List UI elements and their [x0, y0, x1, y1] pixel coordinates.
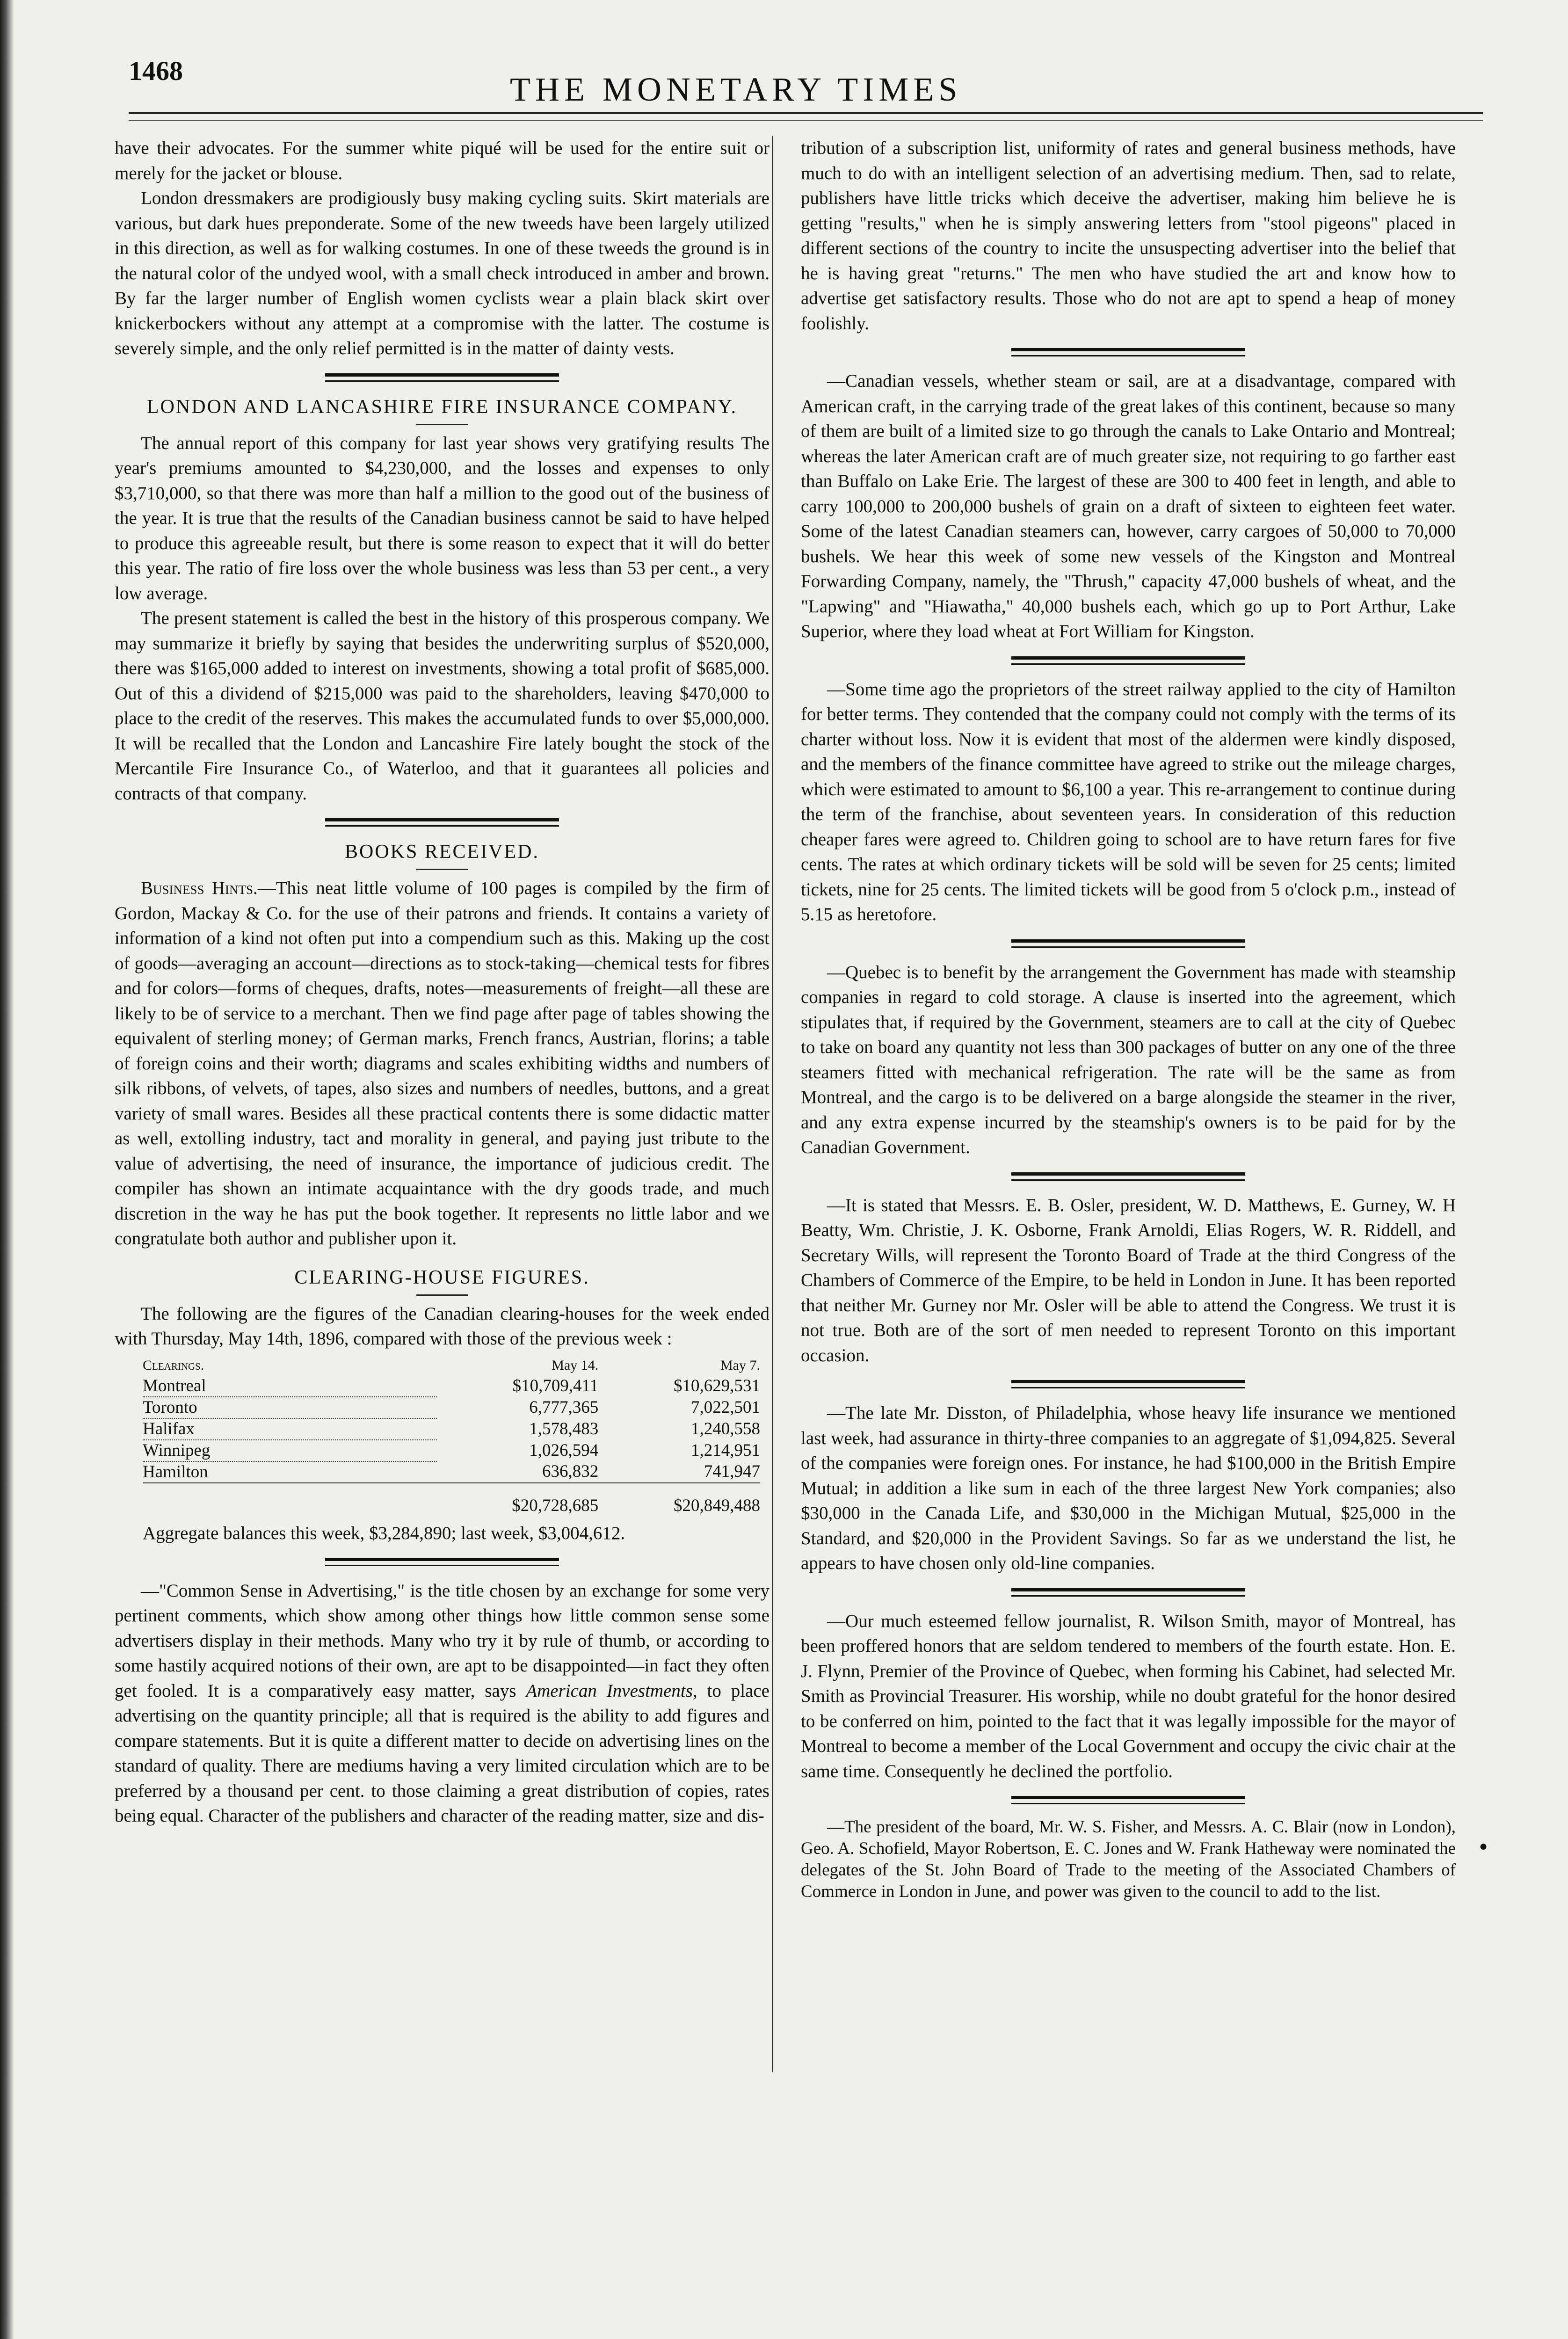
may14-value: 1,578,483: [529, 1419, 599, 1438]
may14-value: 636,832: [542, 1462, 599, 1481]
book-title: Business Hints.: [141, 878, 258, 898]
clearing-house-heading: CLEARING-HOUSE FIGURES.: [294, 1266, 590, 1288]
section-separator: [1011, 1796, 1245, 1804]
may7-value: 1,214,951: [691, 1440, 760, 1460]
may7-value: 7,022,501: [691, 1397, 760, 1417]
ink-dot-mark: ●: [1479, 1838, 1488, 1854]
common-sense-text-2: to place advertising on the quantity principle; all that is required is the ability to add figures and compare statements. But it is quite a different matter to decide on advertising lines on the standard of quality. There are mediums having a very limited circulation which are to be preferred by a thousand per cent. to those claiming a great distribution of copies, rates being equal. Character of the publishers and character of the reading matter, size and dis-: [115, 1680, 769, 1826]
table-header-row: [143, 1355, 760, 1376]
common-sense-advertising-para: [115, 1578, 769, 1829]
canadian-vessels-para: —Canadian vessels, whether steam or sail, are at a disadvantage, compared with American craft, in the carrying trade of the great lakes of this continent, because so many of them are built of a limited size to go through the canals to Lake Ontario and Montreal; whereas the later American craft are of much greater size, not requiring to go farther east than Buffalo on Lake Erie. The largest of these are 300 to 400 feet in length, and able to carry 100,000 to 200,000 bushels of grain on a draft of sixteen to eighteen feet water. Some of the latest Canadian steamers can, however, carry cargoes of 50,000 to 70,000 bushels. We hear this week of some new vessels of the Kingston and Montreal Forwarding Company, namely, the "Thrush," capacity 47,000 bushels of wheat, and the "Lapwing" and "Hiawatha," 40,000 bushels each, which go up to Port Arthur, Lake Superior, where they load wheat at Fort William for Kingston.: [801, 371, 1456, 641]
section-separator: [325, 1558, 559, 1566]
toronto-board-of-trade-para: —It is stated that Messrs. E. B. Osler, president, W. D. Matthews, E. Gurney, W. H Beatty, Wm. Christie, J. K. Osborne, Frank Arnoldi, Elias Rogers, W. R. Riddell, and Secretary Wills, will represent the Toronto Board of Trade at the third Congress of the Chambers of Commerce of the Empire, to be held in London in June. It has been reported that neither Mr. Gurney nor Mr. Osler will be able to attend the Congress. We trust it is not true. Both are of the sort of men needed to represent Toronto on this important occasion.: [801, 1195, 1456, 1366]
section-separator: [1011, 348, 1245, 356]
disston-insurance-para: —The late Mr. Disston, of Philadelphia, whose heavy life insurance we mentioned last week, had assurance in thirty-three companies to an aggregate of $1,094,825. Several of the companies were foreign ones. For instance, he had $100,000 in the British Empire Mutual; in addition a like sum in each of the three largest New York companies; also $30,000 in the Canada Life, and $30,000 in the Michigan Mutual, $25,000 in the Standard, and $20,000 in the Provident Savings. So far as we understand the list, he appears to have chosen only old-line companies.: [801, 1403, 1456, 1573]
total-label-cell: [143, 1483, 437, 1516]
table-total-row: [143, 1483, 760, 1516]
may14-value: 6,777,365: [529, 1397, 599, 1417]
table-row: [143, 1440, 760, 1461]
section-separator: [1011, 656, 1245, 665]
section-separator: [1011, 1588, 1245, 1597]
london-lancashire-para-1: The annual report of this company for last year shows very gratifying results The year's premiums amounted to $4,230,000, and the losses and expenses to only $3,710,000, so that there was more than half a million to the good out of the business of the year. It is true that the results of the Canadian business cannot be said to have helped to produce this agreeable result, but there is some reason to expect that it will do better this year. The ratio of fire loss over the whole business was less than 53 per cent., a very low average.: [115, 433, 769, 603]
table-row: [143, 1376, 760, 1397]
may7-value: 741,947: [704, 1462, 760, 1481]
masthead-title: THE MONETARY TIMES: [510, 71, 962, 108]
left-column: [115, 136, 769, 1829]
clearing-house-intro: The following are the figures of the Canadian clearing-houses for the week ended with Thursday, May 14th, 1896, compared with those of the previous week :: [115, 1303, 769, 1349]
header-rule-thin: [129, 120, 1483, 121]
source-publication: American Investments,: [526, 1680, 697, 1701]
article-fashion-continued: have their advocates. For the summer white piqué will be used for the entire suit or merely for the jacket or blouse.: [115, 138, 769, 183]
total-may7: $20,849,488: [598, 1483, 760, 1516]
table-col1-header: May 14.: [552, 1357, 599, 1373]
may14-value: 1,026,594: [529, 1440, 599, 1460]
books-received-text: —This neat little volume of 100 pages is compiled by the firm of Gordon, Mackay & Co. for the use of their patrons and friends. It contains a variety of information of a kind not often put into a compendium such as this. Making up the cost of goods—averaging an account—directions as to stock-taking—chemical tests for fibres and for colors—forms of cheques, drafts, notes—measurements of freight—all these are likely to be of service to a merchant. Then we find page after page of tables showing the equivalent of sterling money; of German marks, French francs, Austrian, florins; a table of foreign coins and their worth; diagrams and scales exhibiting widths and numbers of silk ribbons, of velvets, of tapes, also sizes and numbers of needles, buttons, and a great variety of small wares. Besides all these practical contents there is some didactic matter as well, extolling industry, tact and morality in general, and paying just tribute to the value of advertising, the need of insurance, the importance of judicious credit. The compiler has shown an intimate acquaintance with the dry goods trade, and much discretion in the way he has put the book together. It represents no little labor and we congratulate both author and publisher upon it.: [115, 878, 769, 1249]
quebec-cold-storage-para: —Quebec is to benefit by the arrangement the Government has made with steamship companies in regard to cold storage. A clause is inserted into the agreement, which stipulates that, if required by the Government, steamers are to call at the city of Quebec to take on board any quantity not less than 300 packages of butter on any one of the three steamers fitted with mechanical refrigeration. The rate will be the same as from Montreal, and the cargo is to be delivered on a barge alongside the steamer in the river, and any extra expense incurred by the steamship's owners is to be paid for by the Canadian Government.: [801, 962, 1456, 1157]
heading-rule: [416, 869, 468, 870]
table-col2-header: May 7.: [720, 1357, 760, 1373]
book-binding-edge: [0, 0, 14, 2339]
section-separator: [1011, 1172, 1245, 1181]
article-cycling-suits: London dressmakers are prodigiously busy making cycling suits. Skirt materials are various, but dark hues preponderate. Some of the new tweeds have been largely utilized in this direction, as well as for walking costumes. In one of these tweeds the ground is in the natural color of the undyed wool, with a small check introduced in amber and brown. By far the larger number of English women cyclists wear a plain black skirt over knickerbockers without any attempt at a compromise with the latter. The costume is severely simple, and the only relief permitted is in the matter of dainty vests.: [115, 188, 769, 358]
london-lancashire-heading: LONDON AND LANCASHIRE FIRE INSURANCE COMPANY.: [146, 396, 738, 418]
table-row: [143, 1461, 760, 1483]
right-column: [801, 136, 1456, 1903]
city-name: Winnipeg: [143, 1440, 437, 1461]
heading-rule: [416, 1294, 468, 1296]
city-name: Halifax: [143, 1418, 437, 1440]
table-label-header: Clearings.: [143, 1357, 204, 1373]
st-john-board-para: —The president of the board, Mr. W. S. Fisher, and Messrs. A. C. Blair (now in London), Geo. A. Schofield, Mayor Robertson, E. C. Jones and W. Frank Hatheway were nominated the delegates of the St. John Board of Trade to the meeting of the Associated Chambers of Commerce in London in June, and power was given to the council to add to the list.: [801, 1817, 1456, 1901]
section-separator: [1011, 1380, 1245, 1388]
table-row: [143, 1418, 760, 1440]
table-row: [143, 1397, 760, 1418]
city-name: Toronto: [143, 1397, 437, 1418]
advertising-continued: tribution of a subscription list, uniformity of rates and general business methods, have much to do with an intelligent selection of an advertising medium. Then, sad to relate, publishers have little tricks which deceive the advertiser, making him believe he is getting "results," when he is simply answering letters from "stool pigeons" placed in different sections of the country to incite the unsuspecting advertiser into the belief that he is having great "returns." The men who have studied the art and know how to advertise get satisfactory results. Those who do not are apt to spend a heap of money foolishly.: [801, 138, 1456, 334]
books-received-para: [115, 876, 769, 1251]
may7-value: $10,629,531: [674, 1376, 760, 1395]
clearing-house-table: [143, 1355, 760, 1516]
may7-value: 1,240,558: [691, 1419, 760, 1438]
total-may14: $20,728,685: [437, 1483, 599, 1516]
city-name: Montreal: [143, 1376, 437, 1397]
aggregate-balances: Aggregate balances this week, $3,284,890; last week, $3,004,612.: [143, 1523, 625, 1543]
city-name: Hamilton: [143, 1461, 437, 1483]
may14-value: $10,709,411: [512, 1376, 599, 1395]
header-rule: [129, 112, 1483, 114]
column-divider: [772, 136, 773, 2072]
section-separator: [1011, 939, 1245, 948]
page-number: 1468: [129, 56, 183, 86]
common-sense-text-1: —"Common Sense in Advertising," is the title chosen by an exchange for some very pertinent comments, which show among other things how little common sense some advertisers display in their methods. Many who try it by rule of thumb, or according to some hastily acquired notions of their own, are apt to be disappointed—in fact they often get fooled. It is a comparatively easy matter, says: [115, 1580, 769, 1701]
hamilton-railway-para: —Some time ago the proprietors of the street railway applied to the city of Hamilton for better terms. They contended that the company could not comply with the terms of its charter without loss. Now it is evident that most of the aldermen were kindly disposed, and the members of the finance committee have agreed to strike out the mileage charges, which were estimated to amount to $6,100 a year. This re-arrangement to continue during the term of the franchise, about seventeen years. In consideration of this reduction cheaper fares were agreed to. Children going to school are to have return fares for five cents. The rates at which ordinary tickets will be sold will be seven for 25 cents; limited tickets, nine for 25 cents. The limited tickets will be good from 5 o'clock p.m., instead of 5.15 as heretofore.: [801, 679, 1456, 924]
section-separator: [325, 373, 559, 382]
wilson-smith-para: —Our much esteemed fellow journalist, R. Wilson Smith, mayor of Montreal, has been proffered honors that are seldom tendered to members of the fourth estate. Hon. E. J. Flynn, Premier of the Province of Quebec, when forming his Cabinet, had selected Mr. Smith as Provincial Treasurer. His worship, while no doubt grateful for the honor desired to be conferred on him, pointed to the fact that it was legally impossible for the mayor of Montreal to become a member of the Local Government and occupy the civic chair at the same time. Consequently he declined the portfolio.: [801, 1611, 1456, 1781]
section-separator: [325, 818, 559, 827]
london-lancashire-para-2: The present statement is called the best in the history of this prosperous company. We may summarize it briefly by saying that besides the underwriting surplus of $520,000, there was $165,000 added to interest on investments, showing a total profit of $685,000. Out of this a dividend of $215,000 was paid to the shareholders, leaving $470,000 to place to the credit of the reserves. This makes the accumulated funds to over $5,000,000. It will be recalled that the London and Lancashire Fire lately bought the stock of the Mercantile Fire Insurance Co., of Waterloo, and that it guarantees all policies and contracts of that company.: [115, 608, 769, 804]
books-received-heading: BOOKS RECEIVED.: [344, 841, 539, 863]
heading-rule: [416, 424, 468, 425]
